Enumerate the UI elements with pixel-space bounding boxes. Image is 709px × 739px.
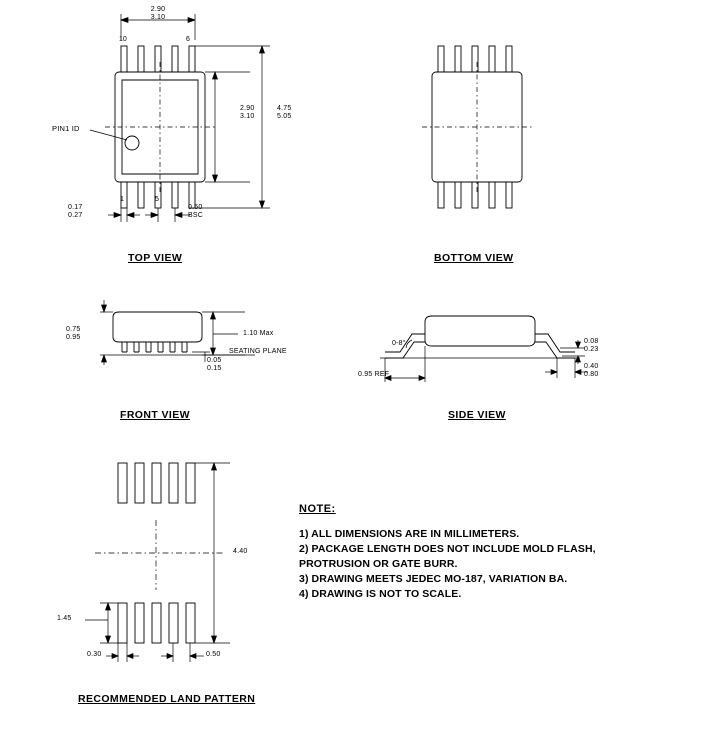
side-view-lead-length-ref: 0.95 REF [358, 371, 390, 378]
top-view-width-lower: 3.10 [150, 14, 166, 21]
bottom-view-title: BOTTOM VIEW [434, 252, 514, 264]
top-view-body-dim [240, 105, 254, 121]
front-view-title: FRONT VIEW [120, 409, 190, 421]
pin1-id-label: PIN1 ID [52, 124, 80, 133]
side-view-title: SIDE VIEW [448, 409, 506, 421]
note-item-4: 4) DRAWING IS NOT TO SCALE. [299, 588, 462, 600]
side-view-foot-length [584, 363, 598, 379]
coplanarity-lower: 0.15 [207, 365, 222, 372]
front-view-standoff-dim [66, 326, 80, 342]
land-span-dim: 4.40 [233, 548, 248, 555]
lead-span-upper: 4.75 [277, 105, 292, 112]
note-item-2: 2) PACKAGE LENGTH DOES NOT INCLUDE MOLD FLASH, [299, 543, 596, 555]
pitch-note: BSC [188, 212, 203, 219]
land-pattern-title: RECOMMENDED LAND PATTERN [78, 693, 256, 705]
top-view-body-upper: 2.90 [240, 105, 255, 112]
standoff-upper: 0.75 [66, 326, 81, 333]
top-view-lead-span-dim [277, 105, 291, 121]
standoff-lower: 0.95 [66, 334, 81, 341]
top-view-pitch-dim [188, 204, 203, 220]
coplanarity-upper: 0.05 [207, 357, 222, 364]
pin-number-10: 10 [119, 36, 127, 43]
lead-thickness-upper: 0.08 [584, 338, 599, 345]
side-view-lead-thickness [584, 338, 598, 354]
foot-length-lower: 0.80 [584, 371, 599, 378]
front-view-height-max: 1.10 Max [243, 330, 274, 337]
lead-thickness-lower: 0.23 [584, 346, 599, 353]
note-item-2-cont: PROTRUSION OR GATE BURR. [299, 558, 458, 570]
top-view-width-upper: 2.90 [150, 6, 166, 13]
top-view-lead-width-dim [68, 204, 82, 220]
lead-width-upper: 0.17 [68, 204, 83, 211]
lead-span-lower: 5.05 [277, 113, 292, 120]
top-view-body-lower: 3.10 [240, 113, 255, 120]
land-pattern-geometry [85, 463, 230, 662]
foot-length-upper: 0.40 [584, 363, 599, 370]
land-pad-width-dim: 0.30 [87, 651, 102, 658]
pitch-value: 0.50 [188, 204, 203, 211]
pin-number-1: 1 [120, 196, 124, 203]
pin-number-5: 5 [155, 196, 159, 203]
note-item-1: 1) ALL DIMENSIONS ARE IN MILLIMETERS. [299, 528, 520, 540]
top-view-title: TOP VIEW [128, 252, 183, 264]
seating-plane-label: SEATING PLANE [229, 348, 287, 355]
bottom-view-geometry [422, 46, 532, 208]
pin-number-6: 6 [186, 36, 190, 43]
note-item-3: 3) DRAWING MEETS JEDEC MO-187, VARIATION BA. [299, 573, 568, 585]
lead-width-lower: 0.27 [68, 212, 83, 219]
front-view-coplanarity-dim [207, 357, 221, 373]
side-view-angle: 0-8° [392, 340, 406, 347]
top-view-width-dim [138, 6, 178, 22]
side-view-geometry [380, 316, 588, 382]
notes-title: NOTE: [299, 503, 336, 515]
land-pad-length-dim: 1.45 [57, 615, 72, 622]
land-pitch-dim: 0.50 [206, 651, 221, 658]
